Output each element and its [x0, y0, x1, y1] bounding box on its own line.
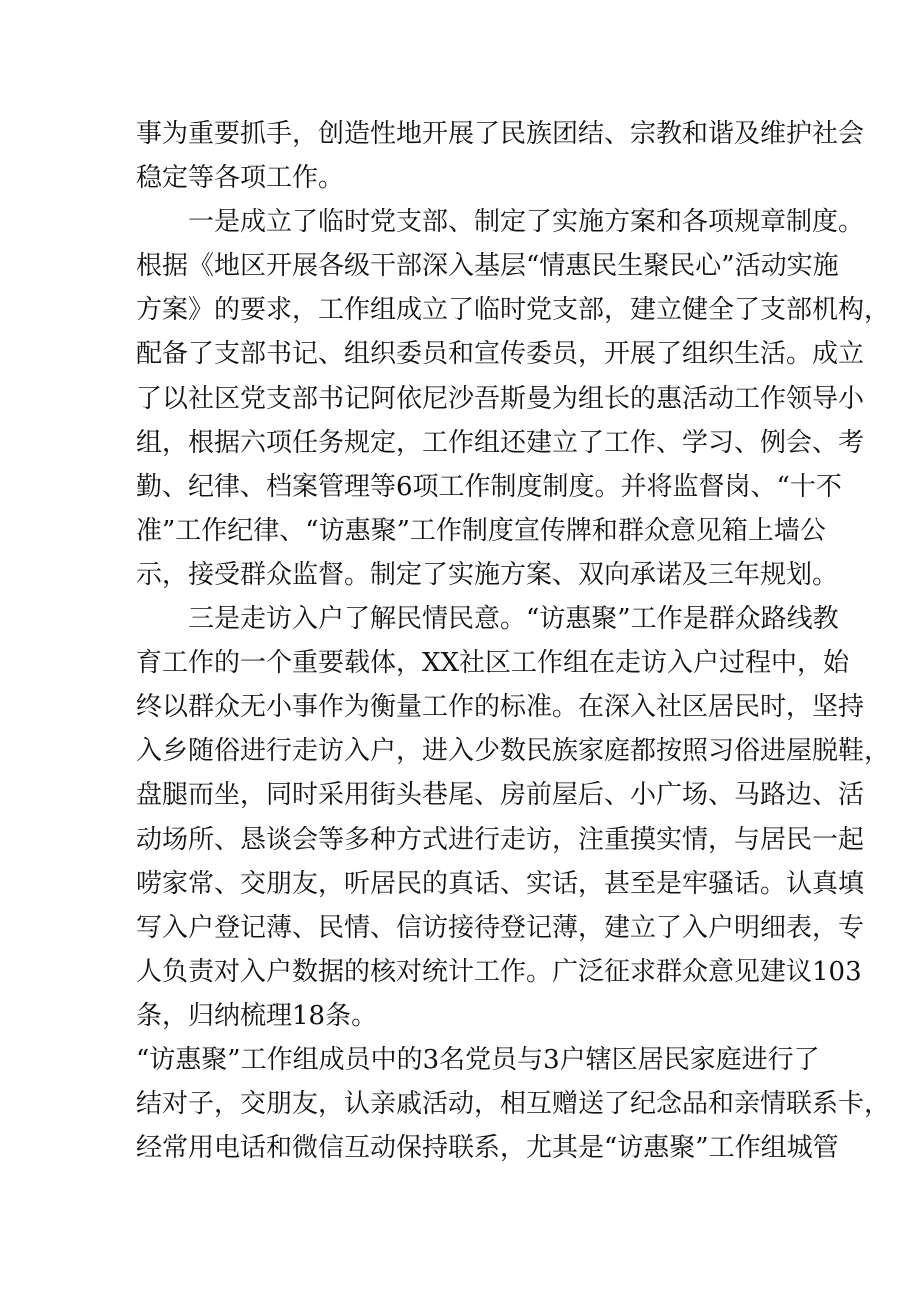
text-line: 准”工作纪律、“访惠聚”工作制度宣传牌和群众意见箱上墙公	[136, 515, 826, 546]
text-line: 事为重要抓手，创造性地开展了民族团结、宗教和谐及维护社会	[136, 119, 865, 149]
text-line: 入乡随俗进行走访入户，进入少数民族家庭都按照习俗进屋脱鞋，	[136, 736, 891, 767]
text-line: 三是走访入户了解民情民意。“访惠聚”工作是群众路线教	[188, 604, 839, 635]
text-line: 条，归纳梳理18条。	[136, 1000, 378, 1031]
text-line: 勤、纪律、档案管理等6项工作制度制度。并将监督岗、“十不	[136, 471, 842, 502]
text-line: 配备了支部书记、组织委员和宣传委员，开展了组织生活。成立	[136, 339, 865, 370]
text-line: 盘腿而坐，同时采用街头巷尾、房前屋后、小广场、马路边、活	[136, 780, 865, 811]
text-line: 示，接受群众监督。制定了实施方案、双向承诺及三年规划。	[136, 559, 839, 590]
text-line: 一是成立了临时党支部、制定了实施方案和各项规章制度。	[188, 207, 865, 238]
text-line: 结对子，交朋友，认亲戚活动，相互赠送了纪念品和亲情联系卡，	[136, 1089, 891, 1120]
text-line: 终以群众无小事作为衡量工作的标准。在深入社区居民时，坚持	[136, 692, 865, 723]
text-line: 根据《地区开展各级干部深入基层“情惠民生聚民心”活动实施	[136, 251, 839, 282]
text-line: 育工作的一个重要载体，XX社区工作组在走访入户过程中，始	[136, 648, 850, 679]
text-line: “访惠聚”工作组成员中的3名党员与3户辖区居民家庭进行了	[136, 1044, 820, 1075]
text-line: 稳定等各项工作。	[136, 163, 345, 194]
text-line: 了以社区党支部书记阿依尼沙吾斯曼为组长的惠活动工作领导小	[136, 383, 865, 414]
text-line: 方案》的要求，工作组成立了临时党支部，建立健全了支部机构，	[136, 295, 891, 326]
text-line: 唠家常、交朋友，听居民的真话、实话，甚至是牢骚话。认真填	[136, 868, 865, 899]
body-text	[136, 112, 891, 1170]
text-line: 组，根据六项任务规定，工作组还建立了工作、学习、例会、考	[136, 427, 865, 458]
text-line: 动场所、恳谈会等多种方式进行走访，注重摸实情，与居民一起	[136, 824, 865, 855]
text-line: 写入户登记薄、民情、信访接待登记薄，建立了入户明细表，专	[136, 912, 865, 943]
text-line: 人负责对入户数据的核对统计工作。广泛征求群众意见建议103	[136, 956, 862, 987]
text-line: 经常用电话和微信互动保持联系，尤其是“访惠聚”工作组城管	[136, 1133, 839, 1164]
